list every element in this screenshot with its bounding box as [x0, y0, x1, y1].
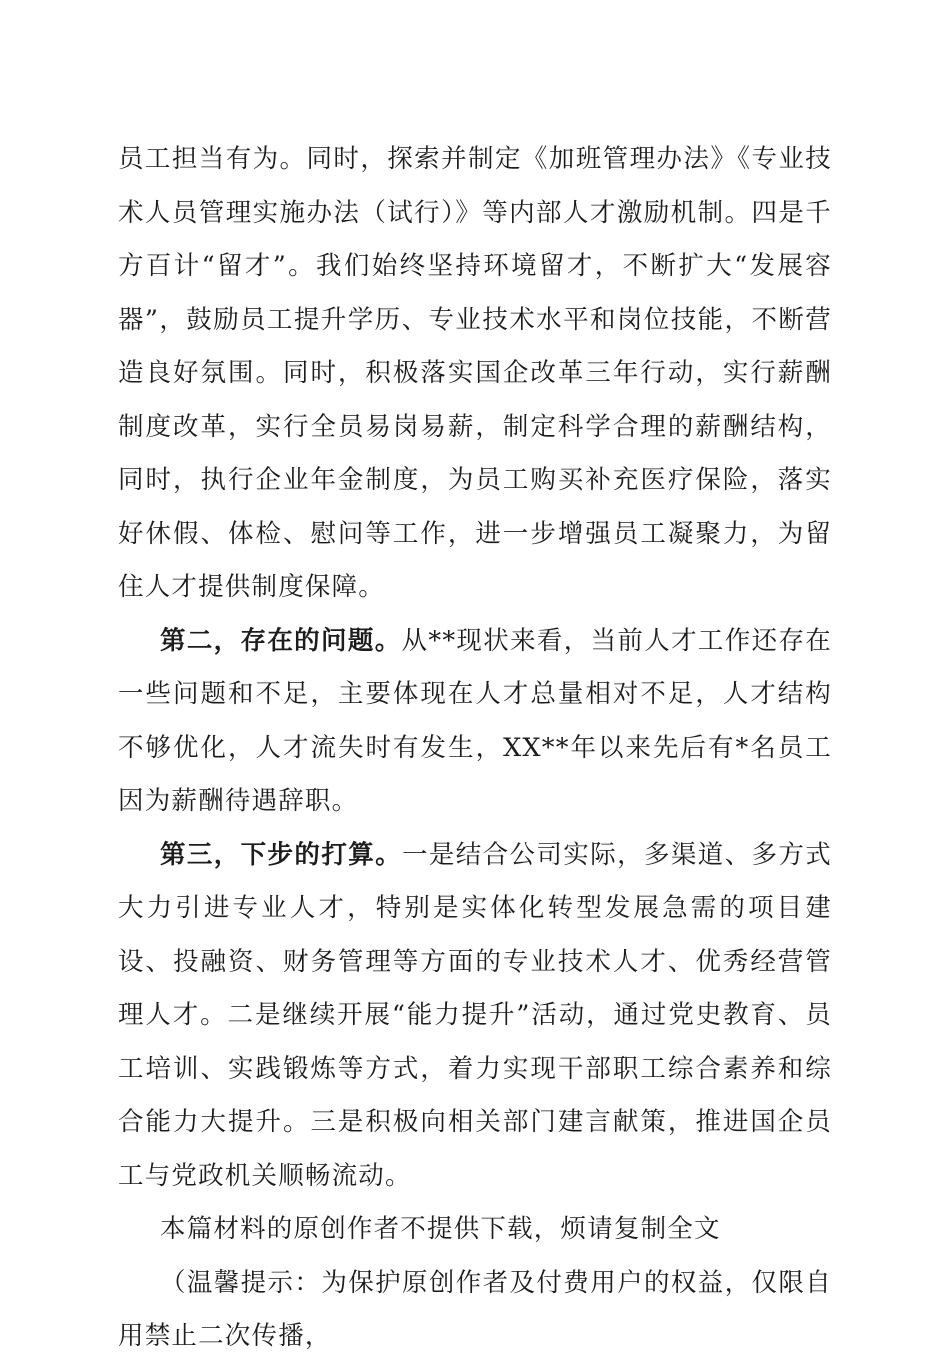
paragraph-existing-problems — [118, 615, 832, 829]
download-notice: 本篇材料的原创作者不提供下载，烦请复制全文 — [160, 1214, 721, 1244]
paragraph-next-steps — [118, 829, 832, 1204]
paragraph-talent-retention — [118, 133, 832, 615]
paragraph-heading: 第二，存在的问题。 — [160, 625, 402, 656]
paragraph-text: 员工担当有为。同时，探索并制定《加班管理办法》《专业技术人员管理实施办法（试行）》等内部人才激励机制。四是千方百计“留才”。我们始终坚持环境留才，不断扩大“发展容器”，鼓励员工提升学历、专业技术水平和岗位技能，不断营造良好氛围。同时，积极落实国企改革三年行动，实行薪酬制度改革，实行全员易岗易薪，制定科学合理的薪酬结构，同时，执行企业年金制度，为员工购买补充医疗保险，落实好休假、体检、慰问等工作，进一步增强员工凝聚力，为留住人才提供制度保障。 — [118, 144, 832, 602]
document-body — [118, 133, 832, 1364]
copyright-tip: （温馨提示：为保护原创作者及付费用户的权益，仅限自用禁止二次传播， — [118, 1267, 832, 1351]
paragraph-text: 一是结合公司实际，多渠道、多方式大力引进专业人才，特别是实体化转型发展急需的项目建设、投融资、财务管理等方面的专业技术人才、优秀经营管理人才。二是继续开展“能力提升”活动，通过党史教育、员工培训、实践锻炼等方式，着力实现干部职工综合素养和综合能力大提升。三是积极向相关部门建言献策，推进国企员工与党政机关顺畅流动。 — [118, 839, 832, 1191]
paragraph-heading: 第三，下步的打算。 — [160, 839, 402, 870]
paragraph-text: 从**现状来看，当前人才工作还存在一些问题和不足，主要体现在人才总量相对不足，人才结构不够优化，人才流失时有发生，XX**年以来先后有*名员工因为薪酬待遇辞职。 — [118, 625, 832, 816]
